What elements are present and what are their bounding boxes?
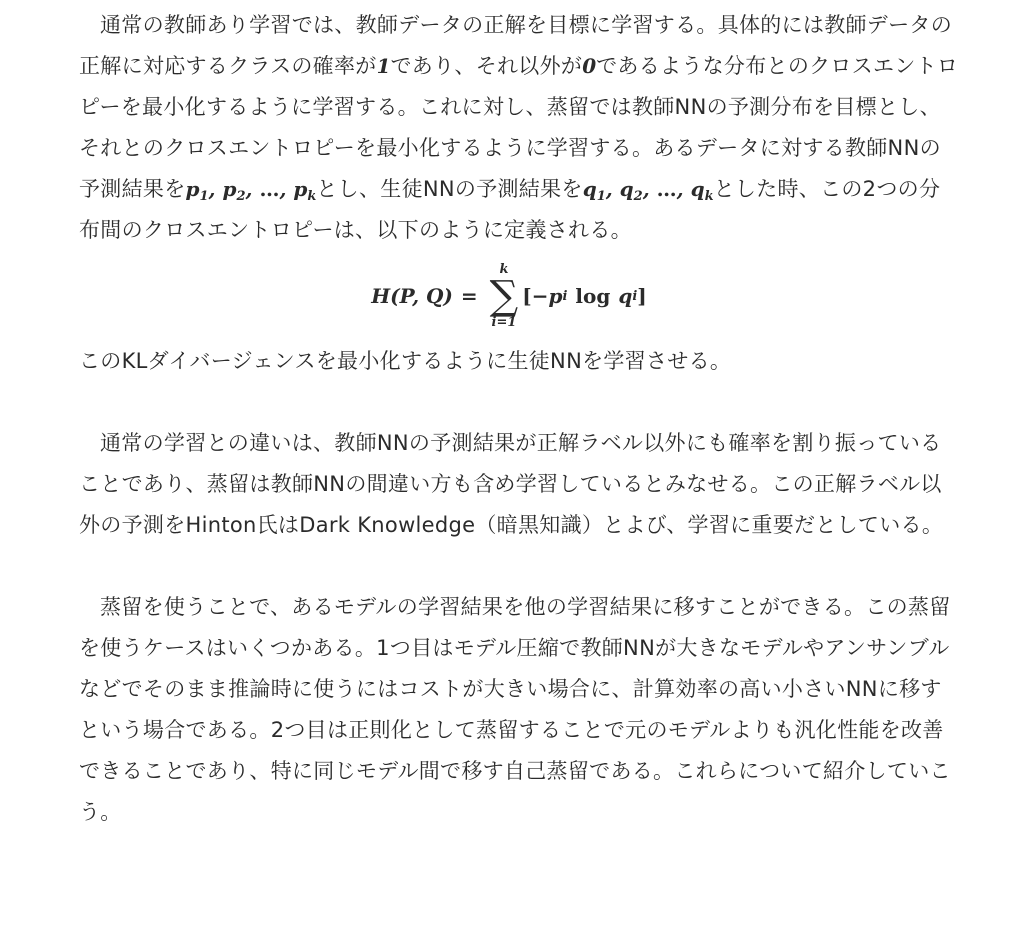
equation-bracket-close: ] [637,283,647,308]
math-q-sequence: $q_1$, $q_2$, …, $q_k$ [582,177,714,204]
cross-entropy-equation: H(P, Q) = k ∑ i=1 [− p i log q i ] [371,262,647,330]
intro-text-4: とし、生徒NNの予測結果を [316,177,583,201]
intro-text-3: であるような分布とのクロスエントロピーを最小化するように学習する。これに対し、蒸留では教師NNの予測分布を目標とし、それとのクロスエントロピーを最小化するように学習する。あるデータに対する教師NNの予測結果を [79,54,959,201]
equation-log: log [575,283,611,308]
intro-text-1: 通常の教師あり学習では、教師データの正解を目標に学習する。具体的には教師データの正解に対応するクラスの確率が [79,13,952,78]
paragraph-dark-knowledge: 通常の学習との違いは、教師NNの予測結果が正解ラベル以外にも確率を割り振っていることであり、蒸留は教師NNの間違い方も含め学習しているとみなせる。この正解ラベル以外の予測をHinton氏はDark Knowledge（暗黒知識）とよび、学習に重要だとしている。 [79,431,944,537]
equation-q: q [618,283,633,308]
equation-p: p [548,283,563,308]
sum-upper-bound: k [499,262,509,277]
equation-bracket-open: [− [522,283,549,308]
sum-symbol: ∑ [489,273,519,319]
math-zero: 0 [582,54,597,78]
equation-equals: = [460,283,478,308]
intro-text-2: であり、それ以外が [390,54,583,78]
paragraph-use-cases: 蒸留を使うことで、あるモデルの学習結果を他の学習結果に移すことができる。この蒸留を使うケースはいくつかある。1つ目はモデル圧縮で教師NNが大きなモデルやアンサンブルなどでそのまま推論時に使うにはコストが大きい場合に、計算効率の高い小さいNNに移すという場合である。2つ目は正則化として蒸留することで元のモデルよりも汎化性能を改善できることであり、特に同じモデル間で移す自己蒸留である。これらについて紹介していこう。 [79,595,951,824]
equation-lhs: H(P, Q) [371,283,453,308]
sum-lower-bound: i=1 [491,315,517,330]
document-body [79,0,959,833]
math-one: 1 [376,54,391,78]
paragraph-distillation-intro [79,5,959,251]
paragraph-kl: このKLダイバージェンスを最小化するように生徒NNを学習させる。 [79,349,732,373]
math-p-sequence: $p_1$, $p_2$, …, $p_k$ [185,177,317,204]
intro-text-5: とした時、この2つの分布間のクロスエントロピーは、以下のように定義される。 [79,177,941,242]
summation [490,263,519,329]
